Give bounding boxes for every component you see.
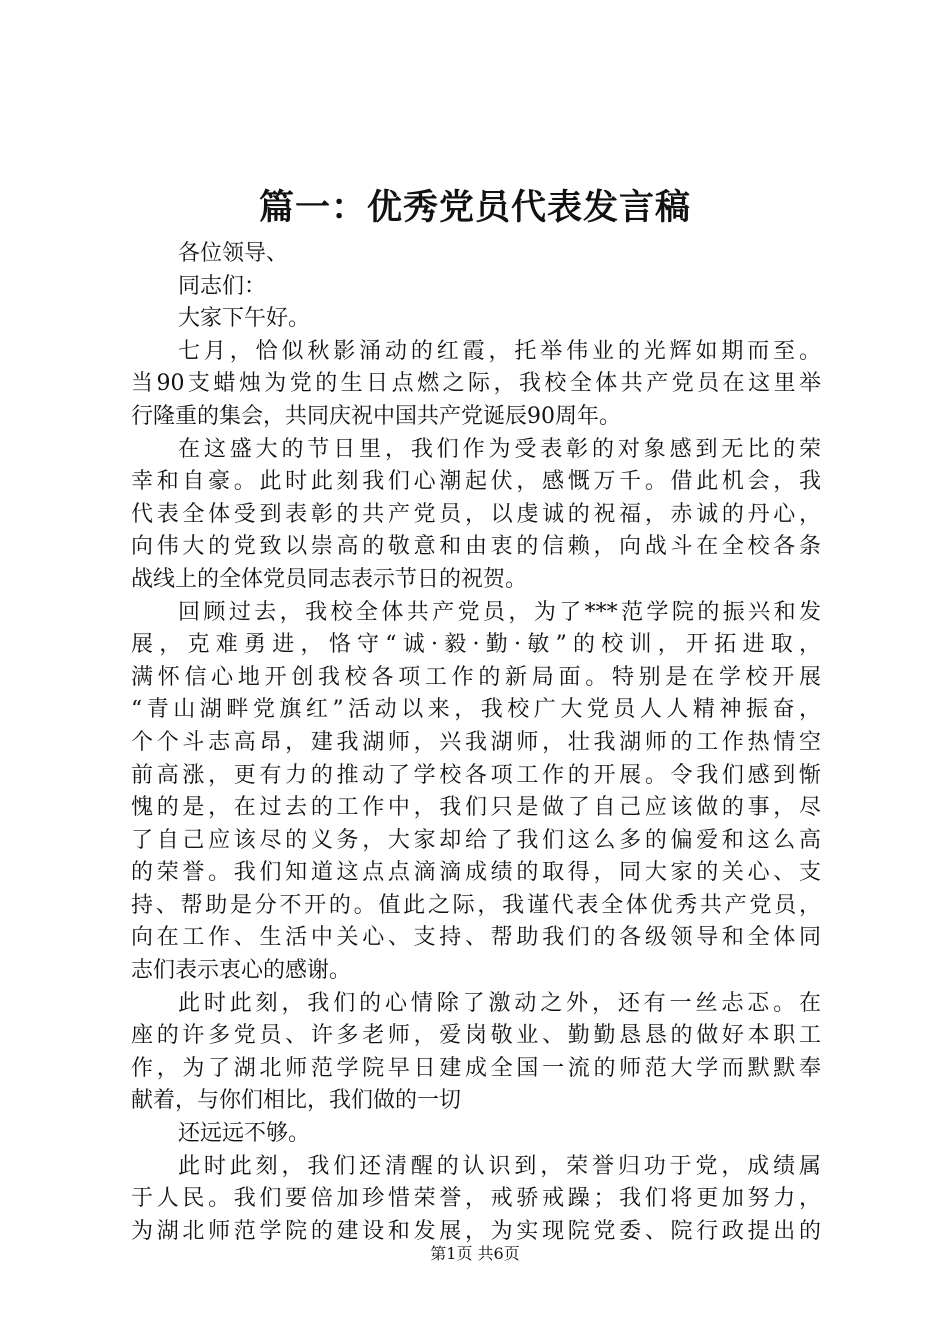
text-line: 作，为了湖北师范学院早日建成全国一流的师范大学而默默奉 bbox=[131, 1055, 821, 1081]
text-line: 为湖北师范学院的建设和发展，为实现院党委、院行政提出的 bbox=[131, 1218, 821, 1244]
text-line: “青山湖畔党旗红”活动以来，我校广大党员人人精神振奋， bbox=[131, 697, 821, 723]
text-line: 献着，与你们相比，我们做的一切 bbox=[131, 1088, 462, 1114]
text-line: 了自己应该尽的义务，大家却给了我们这么多的偏爱和这么高 bbox=[131, 827, 821, 853]
text-line: 行隆重的集会，共同庆祝中国共产党诞辰90周年。 bbox=[131, 403, 621, 429]
text-line: 持、帮助是分不开的。值此之际，我谨代表全体优秀共产党员， bbox=[131, 892, 821, 918]
text-line: 志们表示衷心的感谢。 bbox=[131, 958, 352, 984]
text-line: 愧的是，在过去的工作中，我们只是做了自己应该做的事，尽 bbox=[131, 795, 821, 821]
text-line: 此时此刻，我们的心情除了激动之外，还有一丝忐忑。在 bbox=[178, 990, 821, 1016]
text-line: 于人民。我们要倍加珍惜荣誉，戒骄戒躁；我们将更加努力， bbox=[131, 1186, 821, 1212]
text-line: 幸和自豪。此时此刻我们心潮起伏，感慨万千。借此机会，我 bbox=[131, 469, 821, 495]
text-line: 个个斗志高昂，建我湖师，兴我湖师，壮我湖师的工作热情空 bbox=[131, 729, 821, 755]
text-line: 展，克难勇进，恪守“诚·毅·勤·敏”的校训，开拓进取， bbox=[131, 632, 821, 658]
text-line: 前高涨，更有力的推动了学校各项工作的开展。令我们感到惭 bbox=[131, 762, 821, 788]
text-line: 代表全体受到表彰的共产党员，以虔诚的祝福，赤诚的丹心， bbox=[131, 501, 821, 527]
text-line: 还远远不够。 bbox=[178, 1121, 311, 1147]
text-line: 在这盛大的节日里，我们作为受表彰的对象感到无比的荣 bbox=[178, 436, 821, 462]
text-line: 七月，恰似秋影涌动的红霞，托举伟业的光辉如期而至。 bbox=[178, 338, 821, 364]
text-line: 战线上的全体党员同志表示节日的祝贺。 bbox=[131, 566, 528, 592]
text-line: 同志们： bbox=[178, 273, 267, 299]
text-line: 满怀信心地开创我校各项工作的新局面。特别是在学校开展 bbox=[131, 664, 821, 690]
text-line: 向在工作、生活中关心、支持、帮助我们的各级领导和全体同 bbox=[131, 925, 821, 951]
text-line: 座的许多党员、许多老师，爱岗敬业、勤勤恳恳的做好本职工 bbox=[131, 1023, 821, 1049]
text-line: 的荣誉。我们知道这点点滴滴成绩的取得，同大家的关心、支 bbox=[131, 860, 821, 886]
document-title: 篇一：优秀党员代表发言稿 bbox=[258, 187, 691, 228]
text-line: 大家下午好。 bbox=[178, 306, 311, 332]
text-line: 向伟大的党致以崇高的敬意和由衷的信赖，向战斗在全校各条 bbox=[131, 534, 821, 560]
document-body bbox=[131, 238, 821, 1248]
text-line: 当90支蜡烛为党的生日点燃之际，我校全体共产党员在这里举 bbox=[131, 371, 821, 397]
text-line: 各位领导、 bbox=[178, 241, 289, 266]
text-line: 此时此刻，我们还清醒的认识到，荣誉归功于党，成绩属 bbox=[178, 1153, 821, 1179]
page-footer: 第1页 共6页 bbox=[430, 1244, 520, 1263]
text-line: 回顾过去，我校全体共产党员，为了***范学院的振兴和发 bbox=[178, 599, 821, 625]
